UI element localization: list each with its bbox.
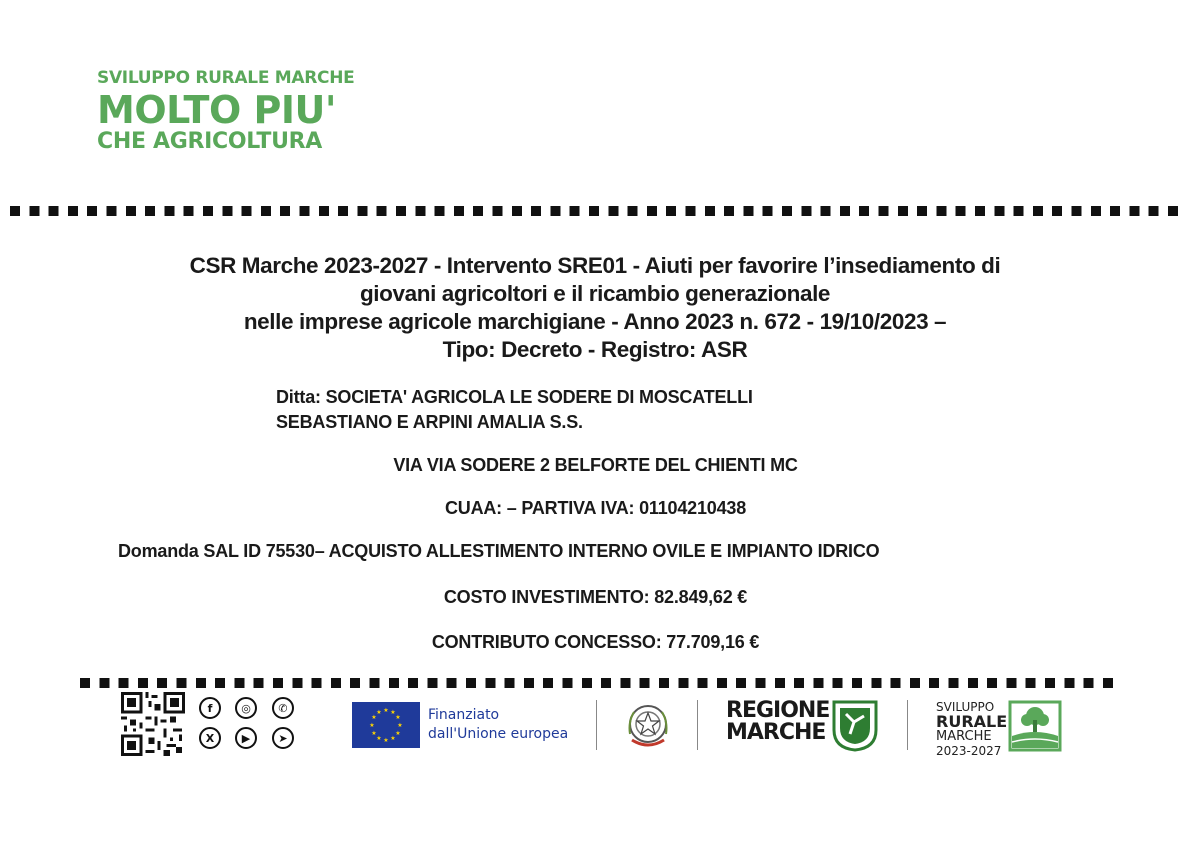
title-line-3: nelle imprese agricole marchigiane - Anno 2023 n. 672 - 19/10/2023 –: [243, 309, 947, 334]
footer-separator: [697, 700, 698, 750]
facebook-icon[interactable]: f: [199, 697, 221, 719]
youtube-icon[interactable]: ▶: [235, 727, 257, 749]
company-line-2: SEBASTIANO E ARPINI AMALIA S.S.: [276, 412, 583, 432]
title-line-1: CSR Marche 2023-2027 - Intervento SRE01 - Aiuti per favorire l’insediamento di: [189, 253, 1001, 278]
regione-marche-badge-icon: [832, 700, 878, 752]
eu-flag-icon: [352, 702, 420, 748]
title-line-2: giovani agricoltori e il ricambio generazionale: [359, 281, 831, 306]
eu-line-1: Finanziato: [428, 707, 500, 723]
logo-line-1: SVILUPPO RURALE MARCHE: [97, 68, 355, 88]
regione-marche-logo: [726, 700, 829, 744]
svg-text:★: ★: [371, 714, 377, 721]
notice-title: [60, 252, 1130, 364]
svg-text:★: ★: [376, 735, 382, 742]
svg-text:★: ★: [397, 722, 403, 729]
qr-code-icon[interactable]: [121, 692, 185, 756]
dashed-divider-top: [10, 206, 1182, 216]
svg-text:★: ★: [395, 714, 401, 721]
eu-funding-label: [428, 706, 568, 744]
investment-cost: COSTO INVESTIMENTO: 82.849,62 €: [443, 587, 748, 607]
whatsapp-icon[interactable]: ✆: [272, 697, 294, 719]
x-icon[interactable]: X: [199, 727, 221, 749]
svg-text:★: ★: [371, 730, 377, 737]
programme-logo: [97, 70, 354, 153]
svg-text:★: ★: [376, 709, 382, 716]
sviluppo-rurale-logo: [936, 700, 1007, 758]
company-address: VIA VIA SODERE 2 BELFORTE DEL CHIENTI MC: [393, 455, 798, 475]
svg-text:★: ★: [369, 722, 375, 729]
eu-line-2: dall'Unione europea: [428, 726, 569, 742]
sr-line-4: 2023-2027: [936, 744, 1002, 758]
svg-text:★: ★: [395, 730, 401, 737]
svg-text:★: ★: [383, 737, 389, 744]
dashed-divider-bottom: [80, 678, 1116, 688]
tax-id: CUAA: – PARTIVA IVA: 01104210438: [444, 498, 747, 518]
company-name: [276, 385, 753, 435]
telegram-icon[interactable]: ➤: [272, 727, 294, 749]
instagram-icon[interactable]: ◎: [235, 697, 257, 719]
footer-separator: [596, 700, 597, 750]
logo-line-2: MOLTO PIU': [97, 88, 336, 132]
application-description: Domanda SAL ID 75530– ACQUISTO ALLESTIMENTO INTERNO OVILE E IMPIANTO IDRICO: [118, 541, 880, 561]
regione-line-2: MARCHE: [726, 720, 826, 745]
svg-text:★: ★: [390, 709, 396, 716]
sr-line-2: RURALE: [936, 712, 1008, 731]
sr-line-1: SVILUPPO: [936, 700, 995, 714]
regione-line-1: REGIONE: [726, 698, 830, 723]
company-line-1: Ditta: SOCIETA' AGRICOLA LE SODERE DI MOSCATELLI: [276, 387, 753, 407]
svg-text:★: ★: [383, 707, 389, 714]
granted-contribution: CONTRIBUTO CONCESSO: 77.709,16 €: [431, 632, 760, 652]
footer-separator: [907, 700, 908, 750]
logo-line-3: CHE AGRICOLTURA: [97, 129, 323, 154]
svg-text:★: ★: [390, 735, 396, 742]
title-line-4: Tipo: Decreto - Registro: ASR: [442, 337, 748, 362]
italian-republic-emblem-icon: [624, 700, 672, 752]
sr-line-3: MARCHE: [936, 729, 992, 744]
sviluppo-rurale-tree-icon: [1008, 700, 1062, 752]
